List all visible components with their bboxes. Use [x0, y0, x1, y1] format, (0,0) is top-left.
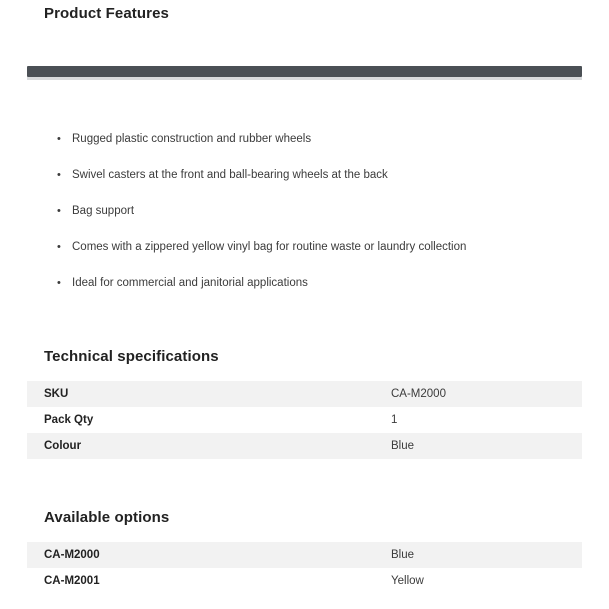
table-cell-value: Blue: [391, 440, 415, 452]
page-title: Product Features: [44, 5, 169, 22]
list-item: [44, 240, 574, 255]
table-row: [27, 568, 582, 594]
table-cell-value: Yellow: [391, 575, 424, 587]
available-options-table: [27, 542, 582, 594]
table-cell-value: Blue: [391, 549, 415, 561]
bullet-icon: •: [57, 169, 61, 181]
table-row: [27, 381, 582, 407]
bullet-icon: •: [57, 241, 61, 253]
list-item-label: Ideal for commercial and janitorial applications: [72, 277, 308, 289]
section-divider-bar: [27, 66, 582, 77]
table-cell-key: CA-M2001: [44, 575, 100, 587]
available-options-heading: Available options: [44, 509, 170, 526]
technical-specifications-heading: Technical specifications: [44, 348, 219, 365]
section-divider-shadow: [27, 77, 582, 80]
list-item-label: Bag support: [72, 205, 135, 217]
table-cell-key: Colour: [44, 440, 82, 452]
technical-specifications-table: [27, 381, 582, 459]
list-item-label: Swivel casters at the front and ball-bearing wheels at the back: [72, 169, 388, 181]
list-item: [44, 168, 574, 183]
list-item: [44, 276, 574, 291]
table-cell-value: CA-M2000: [391, 388, 446, 400]
list-item: [44, 132, 574, 147]
table-cell-value: 1: [391, 414, 398, 426]
bullet-icon: •: [57, 277, 61, 289]
table-row: [27, 407, 582, 433]
list-item: [44, 204, 574, 219]
list-item-label: Rugged plastic construction and rubber wheels: [72, 133, 312, 145]
table-cell-key: Pack Qty: [44, 414, 94, 426]
table-row: [27, 542, 582, 568]
table-cell-key: CA-M2000: [44, 549, 100, 561]
bullet-icon: •: [57, 205, 61, 217]
product-features-list: [44, 132, 574, 312]
list-item-label: Comes with a zippered yellow vinyl bag for routine waste or laundry collection: [72, 241, 467, 253]
table-row: [27, 433, 582, 459]
table-cell-key: SKU: [44, 388, 69, 400]
bullet-icon: •: [57, 133, 61, 145]
